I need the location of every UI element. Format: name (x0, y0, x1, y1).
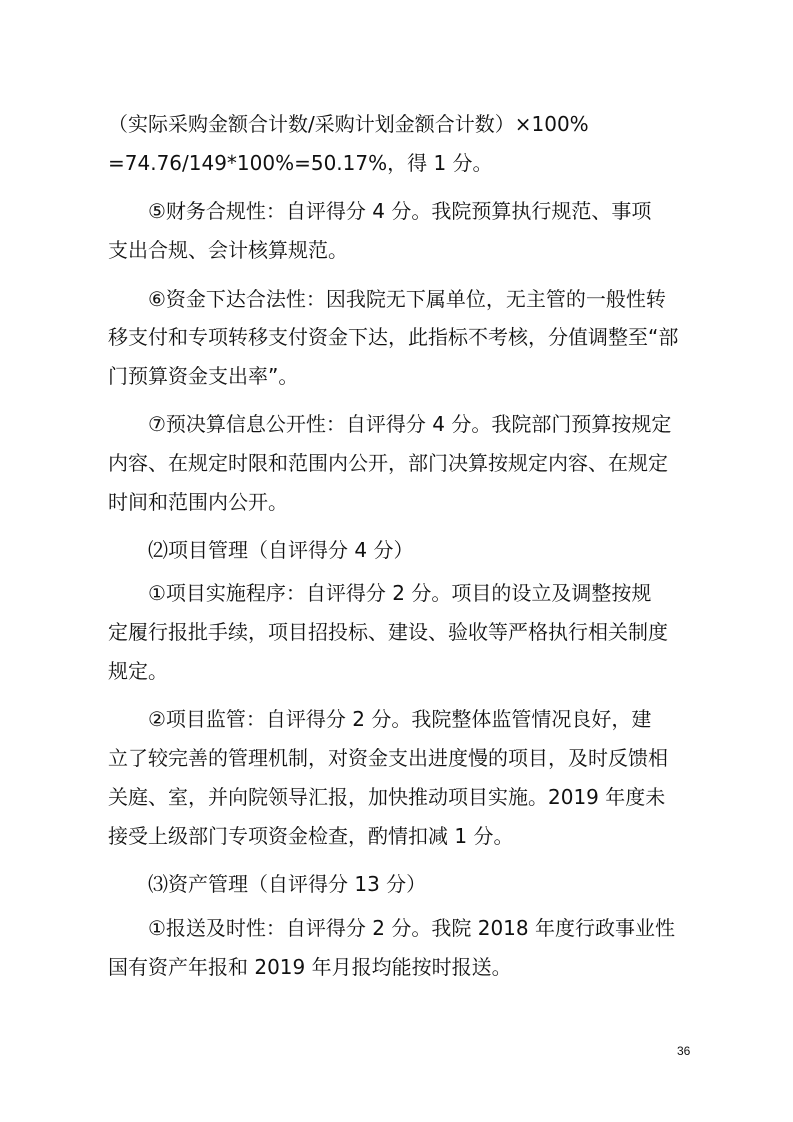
section-heading: ⑶资产管理（自评得分 13 分） (148, 872, 427, 896)
text-line: ⑤财务合规性：自评得分 4 分。我院预算执行规范、事项 (148, 199, 652, 223)
text-line: 时间和范围内公开。 (108, 490, 288, 514)
text-line: 接受上级部门专项资金检查，酌情扣减 1 分。 (108, 824, 514, 848)
text-line: ①项目实施程序：自评得分 2 分。项目的设立及调整按规 (148, 581, 652, 605)
text-line: 支出合规、会计核算规范。 (108, 238, 348, 262)
text-line: 关庭、室，并向院领导汇报，加快推动项目实施。2019 年度未 (108, 785, 666, 809)
page-number: 36 (677, 1044, 691, 1058)
text-line: 移支付和专项转移支付资金下达，此指标不考核，分值调整至“部 (108, 325, 679, 349)
text-line: ⑦预决算信息公开性：自评得分 4 分。我院部门预算按规定 (148, 412, 672, 436)
text-line: =74.76/149*100%=50.17%，得 1 分。 (108, 151, 493, 175)
text-line: 门预算资金支出率”。 (108, 364, 299, 388)
text-line: 内容、在规定时限和范围内公开，部门决算按规定内容、在规定 (108, 451, 668, 475)
section-heading: ⑵项目管理（自评得分 4 分） (148, 538, 414, 562)
text-line: ②项目监管：自评得分 2 分。我院整体监管情况良好，建 (148, 707, 652, 731)
text-line: ⑥资金下达合法性：因我院无下属单位，无主管的一般性转 (148, 287, 666, 311)
text-line: 定履行报批手续，项目招投标、建设、验收等严格执行相关制度 (108, 620, 668, 644)
text-line: 规定。 (108, 659, 168, 683)
text-line: 国有资产年报和 2019 年月报均能按时报送。 (108, 955, 512, 979)
text-line: （实际采购金额合计数/采购计划金额合计数）×100% (108, 112, 589, 136)
text-line: ①报送及时性：自评得分 2 分。我院 2018 年度行政事业性 (148, 916, 675, 940)
text-line: 立了较完善的管理机制，对资金支出进度慢的项目，及时反馈相 (108, 746, 668, 770)
